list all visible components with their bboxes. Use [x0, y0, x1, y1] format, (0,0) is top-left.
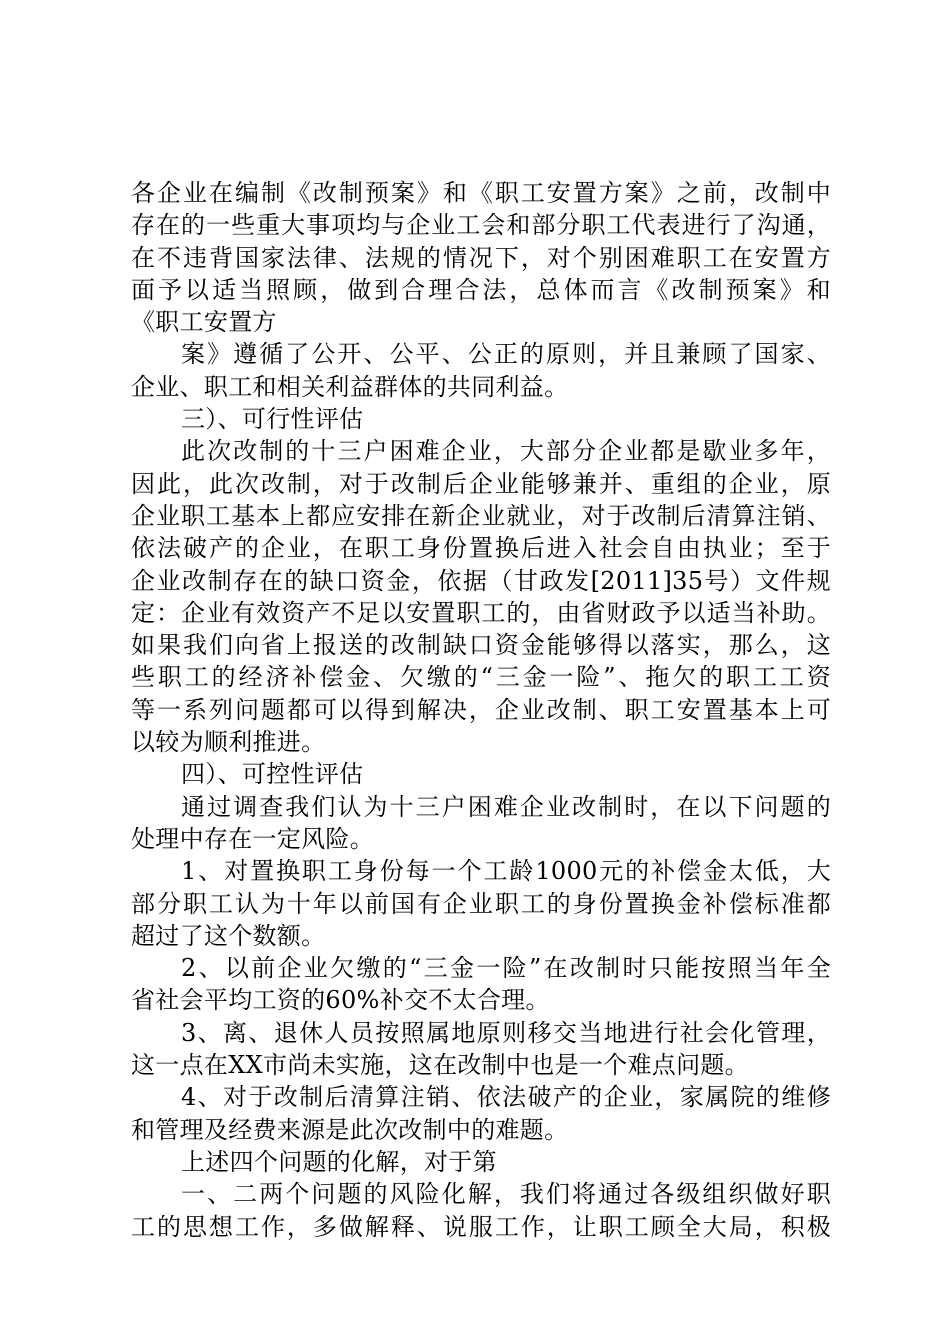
text-line: 各企业在编制《改制预案》和《职工安置方案》之前，改制中 [131, 179, 831, 207]
text-line: 部分职工认为十年以前国有企业职工的身份置换金补偿标准都 [131, 889, 831, 918]
text-line: 企业、职工和相关利益群体的共同利益。 [131, 372, 569, 401]
text-line: 四）、可控性评估 [181, 760, 364, 789]
text-line: 定：企业有效资产不足以安置职工的，由省财政予以适当补助。 [131, 598, 831, 627]
text-line: 存在的一些重大事项均与企业工会和部分职工代表进行了沟通， [131, 211, 831, 240]
text-line: 些职工的经济补偿金、欠缴的“三金一险”、拖欠的职工工资 [131, 663, 831, 692]
text-line: 和管理及经费来源是此次改制中的难题。 [131, 1115, 569, 1144]
text-line: 因此，此次改制，对于改制后企业能够兼并、重组的企业，原 [131, 469, 831, 498]
text-line: 此次改制的十三户困难企业，大部分企业都是歇业多年， [181, 437, 831, 466]
text-line: 处理中存在一定风险。 [131, 824, 374, 853]
text-line: 超过了这个数额。 [131, 921, 326, 950]
document-body [131, 177, 831, 1243]
text-line: 省社会平均工资的60%补交不太合理。 [131, 986, 550, 1015]
text-line: 如果我们向省上报送的改制缺口资金能够得以落实，那么，这 [131, 631, 831, 660]
text-line: 3、离、退休人员按照属地原则移交当地进行社会化管理， [181, 1018, 831, 1047]
text-line: 企业改制存在的缺口资金，依据（甘政发[2011]35号）文件规 [131, 566, 831, 595]
text-line: 在不违背国家法律、法规的情况下，对个别困难职工在安置方 [131, 243, 831, 272]
text-line: 通过调查我们认为十三户困难企业改制时，在以下问题的 [181, 792, 831, 821]
text-line: 2、以前企业欠缴的“三金一险”在改制时只能按照当年全 [181, 954, 831, 983]
text-line: 这一点在XX市尚未实施，这在改制中也是一个难点问题。 [131, 1051, 749, 1080]
text-line: 工的思想工作，多做解释、说服工作，让职工顾全大局，积极 [131, 1212, 831, 1241]
text-line: 以较为顺利推进。 [131, 728, 326, 757]
text-line: 案》遵循了公开、公平、公正的原则，并且兼顾了国家、 [181, 340, 831, 369]
text-line: 4、对于改制后清算注销、依法破产的企业，家属院的维修 [181, 1083, 831, 1112]
text-line: 《职工安置方 [131, 308, 277, 337]
text-line: 上述四个问题的化解，对于第 [181, 1147, 497, 1176]
text-line: 三）、可行性评估 [181, 405, 364, 434]
text-line: 1、对置换职工身份每一个工龄1000元的补偿金太低，大 [181, 857, 831, 886]
text-line: 面予以适当照顾，做到合理合法，总体而言《改制预案》和 [131, 275, 831, 304]
text-line: 依法破产的企业，在职工身份置换后进入社会自由执业；至于 [131, 534, 831, 563]
text-line: 企业职工基本上都应安排在新企业就业，对于改制后清算注销、 [131, 501, 831, 530]
text-line: 一、二两个问题的风险化解，我们将通过各级组织做好职 [181, 1180, 831, 1209]
text-line: 等一系列问题都可以得到解决，企业改制、职工安置基本上可 [131, 695, 831, 724]
